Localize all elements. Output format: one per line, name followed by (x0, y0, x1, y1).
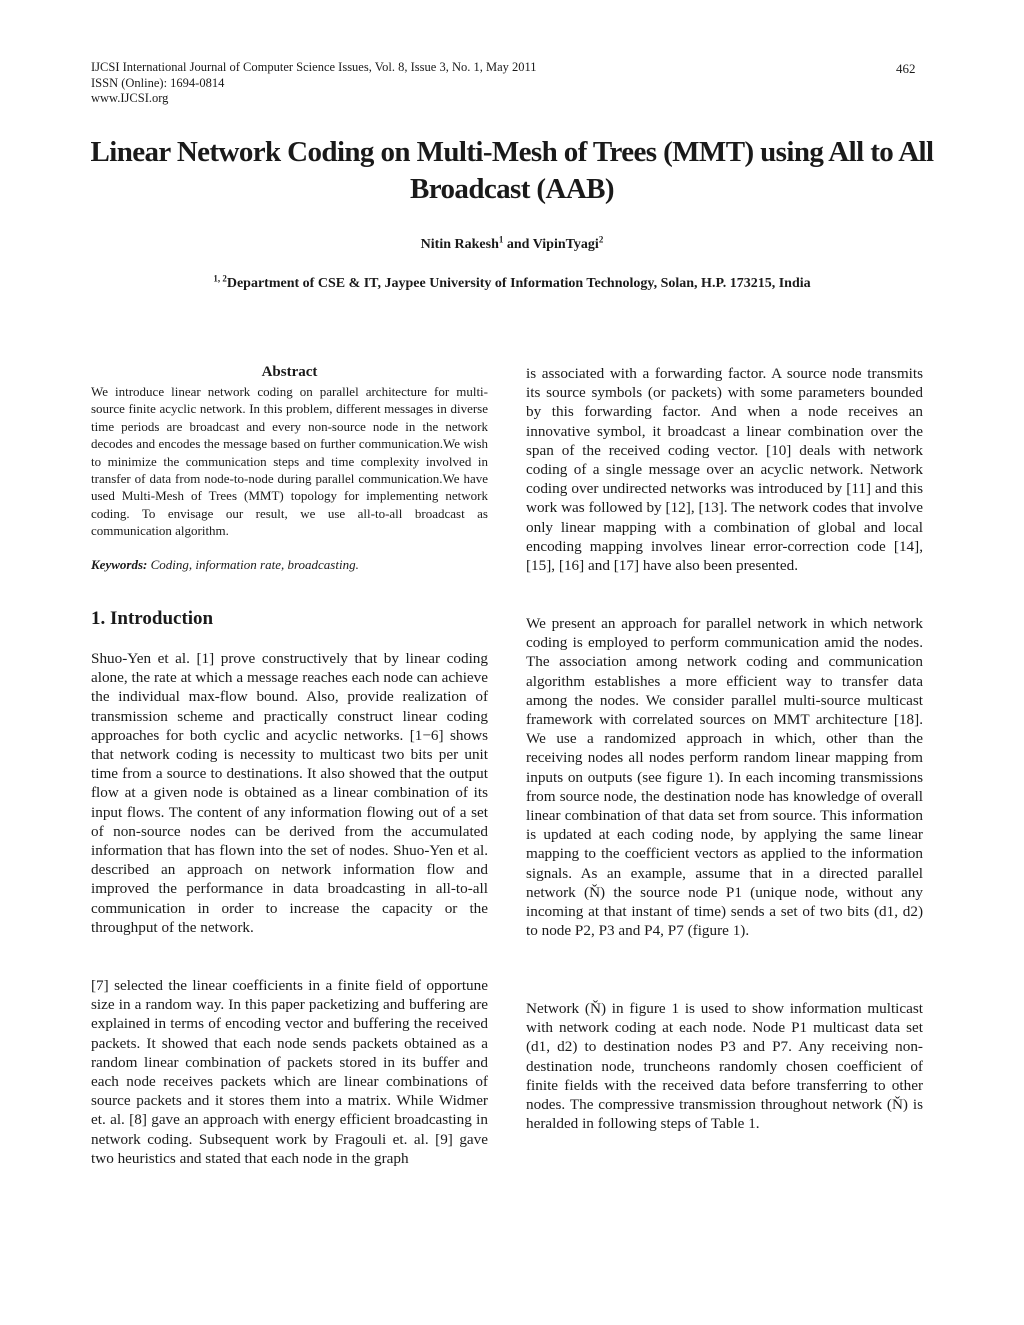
intro-paragraph-3: is associated with a forwarding factor. A source node transmits its source symbols (or packets) with some parameters bounded by this forwarding factor. And when a node receives an innovative symbol, it broadcast a linear combination over the span of the received coding vector. [10] deals with network coding of a single message over an acyclic network. Network coding over undirected networks was introduced by [11] and this work was followed by [12], [13]. The network codes that involve only linear mapping with a combination of global and local encoding mapping involves linear error-correction code [14], [15], [16] and [17] have also been presented. (526, 365, 923, 575)
intro-paragraph-5: Network (Ň) in figure 1 is used to show information multicast with network coding at each node. Node P1 multicast data set (d1, d2) to destination nodes P3 and P7. Any receiving non-destination node, truncheons randomly chosen coefficient of finite fields with the received data before transferring to other nodes. The compressive transmission throughout network (Ň) is heralded in following steps of Table 1. (526, 1000, 923, 1133)
intro-paragraph-1: Shuo-Yen et al. [1] prove constructively that by linear coding alone, the rate at which a message reaches each node can achieve the individual max-flow bound. Also, provide realization of transmission scheme and practically construct linear coding approaches for both cyclic and acyclic networks. [1−6] shows that network coding is necessity to multicast two bits per unit time from a source to destinations. It also showed that the output flow at a given node is obtained as a linear combination of its input flows. The content of any information flowing out of a set of non-source nodes can be derived from the accumulated information that has flown into the set of nodes. Shuo-Yen et al. described an approach on network information flow and improved the performance in data broadcasting in all-to-all communication in order to increase the capacity or the throughput of the network. (91, 650, 488, 936)
journal-line: IJCSI International Journal of Computer Science Issues, Vol. 8, Issue 3, No. 1, May 2011 (91, 60, 537, 74)
author-line (0, 234, 1024, 253)
website-line: www.IJCSI.org (91, 91, 169, 105)
issn-line: ISSN (Online): 1694-0814 (91, 75, 225, 90)
author-1-sup: 1 (498, 234, 504, 245)
paper-title: Linear Network Coding on Multi-Mesh of Trees (MMT) using All to All Broadcast (AAB) (90, 136, 934, 205)
affiliation-sup: 1, 2 (213, 273, 227, 284)
intro-paragraph-2: [7] selected the linear coefficients in a finite field of opportune size in a random way. In this paper packetizing and buffering are explained in terms of encoding vector and buffering the received packets. It showed that each node sends packets obtained as a random linear combination of packets stored in its buffer and each node receives packets which are linear combinations of source packets and it stores them into a matrix. While Widmer et. al. [8] gave an approach with energy efficient broadcasting in network coding. Subsequent work by Fragouli et. al. [9] gave two heuristics and stated that each node in the graph (91, 977, 488, 1167)
author-and: and (503, 237, 533, 252)
affiliation (0, 273, 1024, 292)
affiliation-text: Department of CSE & IT, Jaypee University of Information Technology, Solan, H.P. 173215, India (226, 276, 811, 291)
intro-paragraph-4: We present an approach for parallel network in which network coding is employed to perform communication amid the nodes. The association among network coding and communication algorithm establishes a more efficient way to transfer data among the nodes. We consider parallel multi-source multicast framework with correlated sources on MMT architecture [18]. We use a randomized approach in which, other than the receiving nodes all nodes perform random linear mapping from inputs on outputs (see figure 1). In each incoming transmissions from source node, the destination node has knowledge of overall linear combination of that data set from source. This information is updated at each coding node, by applying the same linear mapping to the coefficient vectors as applied to the information signals. As an example, assume that in a directed parallel network (Ň) the source node P1 (unique node, without any incoming at that instant of time) sends a set of two bits (d1, d2) to node P2, P3 and P4, P7 (figure 1). (526, 615, 923, 940)
author-2-name: VipinTyagi (532, 237, 599, 252)
abstract-heading: Abstract (261, 364, 318, 380)
keywords-text: Coding, information rate, broadcasting. (147, 557, 359, 572)
abstract-text: We introduce linear network coding on parallel architecture for multi-source finite acyclic network. In this problem, different messages in diverse time periods are broadcast and every non-source node in the network decodes and encodes the message based on further communication.We wish to minimize the communication steps and time complexity involved in transfer of data from node-to-node during parallel communication.We have used Multi-Mesh of Trees (MMT) topology for implementing network coding. To envisage our result, we use all-to-all broadcast as communication algorithm. (91, 384, 488, 539)
keywords (91, 557, 359, 573)
author-1-name: Nitin Rakesh (420, 237, 499, 252)
keywords-label: Keywords: (91, 557, 148, 572)
author-2-sup: 2 (598, 234, 604, 245)
section-heading: 1. Introduction (91, 608, 214, 629)
page-number: 462 (896, 61, 916, 76)
running-header (91, 60, 537, 107)
